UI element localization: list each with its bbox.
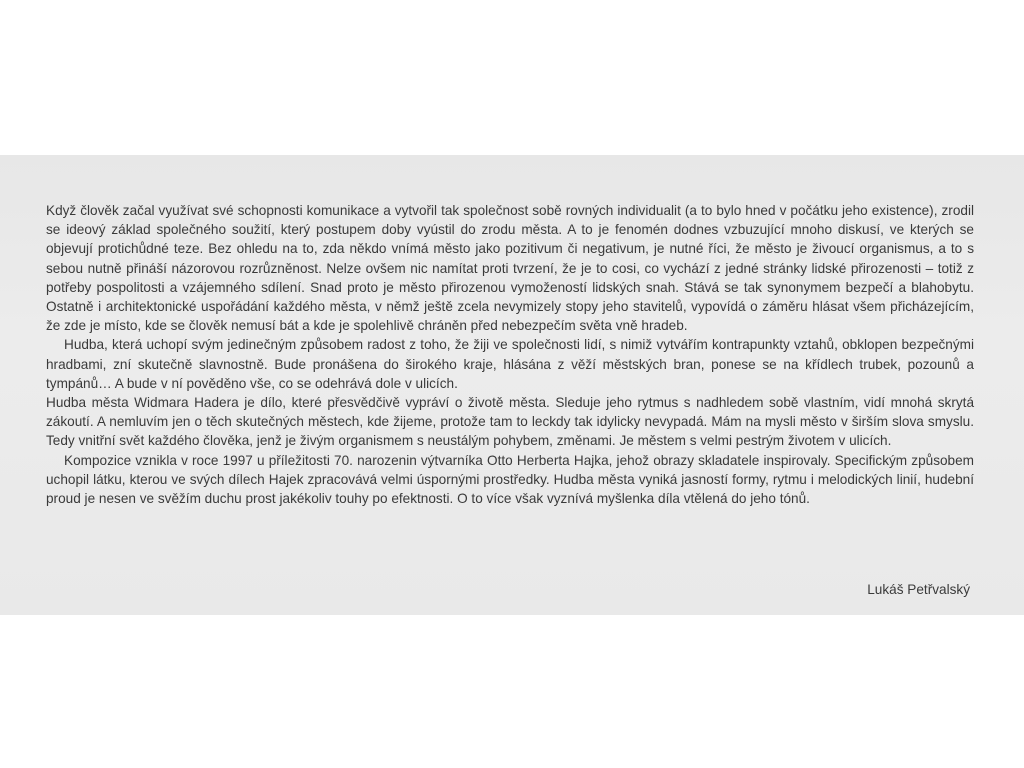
text-block bbox=[46, 201, 974, 508]
paragraph-hader: Hudba města Widmara Hadera je dílo, které přesvědčivě vypráví o životě města. Sleduje jeho rytmus s nadhledem sobě vlastním, vidí mnohá skrytá zákoutí. A nemluvím jen o těch skutečných městech, kde žijeme, protože tam to leckdy tak idylicky nevypadá. Mám na mysli město v širším slova smyslu. Tedy vnitřní svět každého člověka, jenž je živým organismem s neustálým pohybem, změnami. Je městem s velmi pestrým životem v ulicích. bbox=[46, 395, 974, 449]
paragraph-music: Hudba, která uchopí svým jedinečným způsobem radost z toho, že žiji ve společnosti lidí, s nimiž vytvářím kontrapunkty vztahů, obklopen bezpečnými hradbami, zní skutečně slavnostně. Bude pronášena do širokého kraje, hlásána z věží městských bran, ponese se na křídlech trubek, pozounů a tympánů… A bude v ní pověděno vše, co se odehrává dole v ulicích. bbox=[46, 337, 974, 391]
paragraph-composition: Kompozice vznikla v roce 1997 u příležitosti 70. narozenin výtvarníka Otto Herberta Hajka, jehož obrazy skladatele inspirovaly. Specifickým způsobem uchopil látku, kterou ve svých dílech Hajek zpracovává velmi úspornými prostředky. Hudba města vyniká jasností formy, rytmu i melodických linií, hudební proud je nesen ve svěžím duchu prost jakékoliv touhy po efektnosti. O to více však vyznívá myšlenka díla vtělená do jeho tónů. bbox=[46, 452, 974, 507]
author-signature: Lukáš Petřvalský bbox=[867, 582, 970, 597]
paragraph-intro: Když člověk začal využívat své schopnosti komunikace a vytvořil tak společnost sobě rovných individualit (a to bylo hned v počátku jeho existence), zrodil se ideový základ společného soužití, který postupem doby vyústil do zrodu města. A to je fenomén dodnes vzbuzující mnoho diskusí, ve kterých se objevují protichůdné teze. Bez ohledu na to, zda někdo vnímá město jako pozitivum či negativum, je nutné říci, že město je živoucí organismus, a to s sebou nutně přináší názorovou rozrůzněnost. Nelze ovšem nic namítat proti tvrzení, že je to cosi, co vychází z jedné stránky lidské přirozenosti – totiž z potřeby pospolitosti a vzájemného sdílení. Snad proto je město přirozenou vymožeností lidských snah. Stává se tak synonymem bezpečí a blahobytu. Ostatně i architektonické uspořádání každého města, v němž ještě zcela nevymizely stopy jeho stavitelů, vypovídá o záměru hlásat všem přicházejícím, že zde je místo, kde se člověk nemusí bát a kde je spolehlivě chráněn před nebezpečím světa vně hradeb. bbox=[46, 203, 974, 334]
